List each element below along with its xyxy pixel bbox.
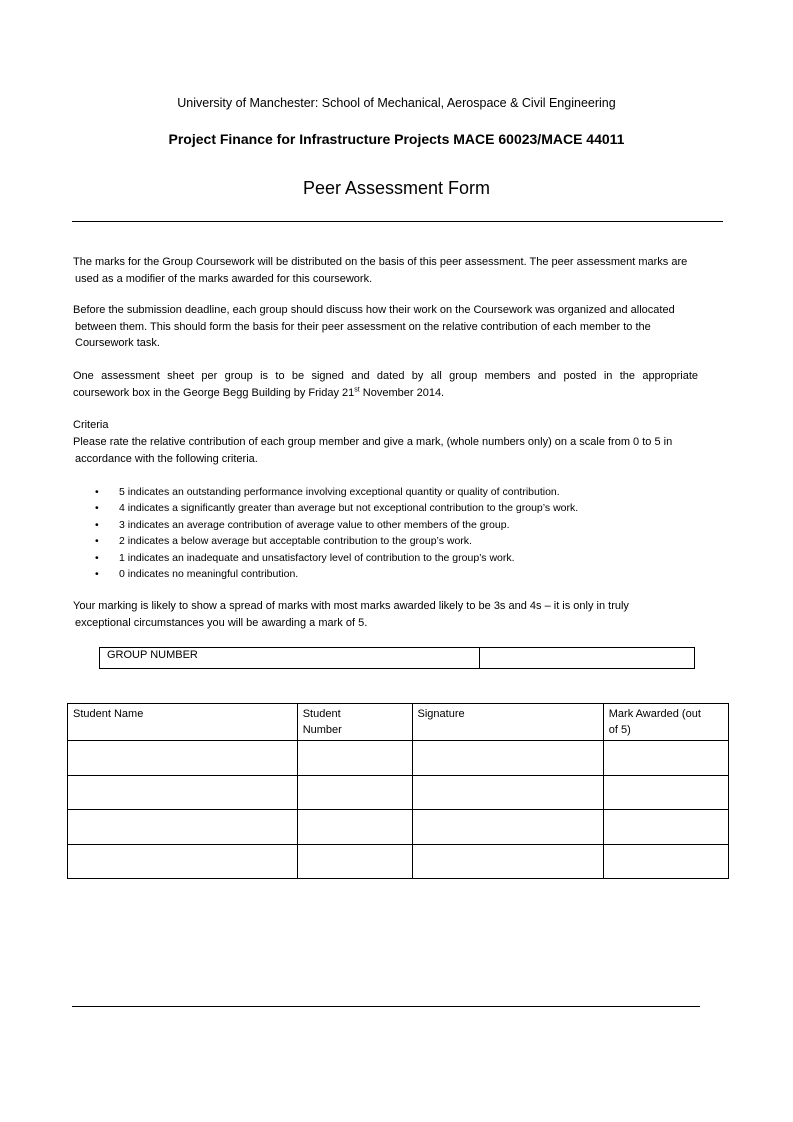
bullet-icon: • bbox=[95, 551, 99, 564]
rating-line-2: accordance with the following criteria. bbox=[75, 452, 258, 465]
student-name-cell[interactable] bbox=[68, 844, 298, 879]
group-number-label: GROUP NUMBER bbox=[100, 648, 480, 669]
university-heading: University of Manchester: School of Mechanical, Aerospace & Civil Engineering bbox=[177, 96, 616, 110]
deadline-paragraph bbox=[73, 302, 719, 352]
criteria-text: 3 indicates an average contribution of average value to other members of the group. bbox=[119, 518, 510, 531]
criteria-item bbox=[95, 533, 715, 549]
student-number-cell[interactable] bbox=[297, 741, 412, 776]
mark-cell[interactable] bbox=[603, 810, 728, 845]
rating-instructions bbox=[73, 434, 719, 467]
bullet-icon: • bbox=[95, 535, 99, 548]
header-mark-awarded bbox=[603, 704, 728, 741]
criteria-text: 0 indicates no meaningful contribution. bbox=[119, 568, 299, 581]
top-divider bbox=[72, 221, 723, 222]
criteria-list bbox=[95, 484, 715, 582]
header-signature: Signature bbox=[412, 704, 603, 741]
signature-cell[interactable] bbox=[412, 741, 603, 776]
criteria-text: 4 indicates a significantly greater than average but not exceptional contribution to the group’s work. bbox=[119, 502, 579, 515]
student-name-cell[interactable] bbox=[68, 810, 298, 845]
mark-cell[interactable] bbox=[603, 844, 728, 879]
table-row bbox=[68, 775, 729, 810]
group-number-field[interactable] bbox=[480, 648, 695, 669]
student-number-cell[interactable] bbox=[297, 844, 412, 879]
course-title: Project Finance for Infrastructure Projects MACE 60023/MACE 44011 bbox=[168, 131, 625, 147]
table-row bbox=[68, 844, 729, 879]
criteria-item bbox=[95, 484, 715, 500]
signature-cell[interactable] bbox=[412, 775, 603, 810]
marking-note-line-2: exceptional circumstances you will be awarding a mark of 5. bbox=[75, 616, 368, 629]
student-name-cell[interactable] bbox=[68, 741, 298, 776]
bullet-icon: • bbox=[95, 568, 99, 581]
submission-date-end: November 2014. bbox=[359, 386, 445, 399]
mark-cell[interactable] bbox=[603, 741, 728, 776]
header-student-number bbox=[297, 704, 412, 741]
group-number-row bbox=[100, 648, 695, 669]
rating-line-1: Please rate the relative contribution of each group member and give a mark, (whole numbers only) on a scale from 0 to 5 in bbox=[73, 436, 673, 448]
mark-cell[interactable] bbox=[603, 775, 728, 810]
header-mark-line-2: of 5) bbox=[608, 724, 631, 736]
criteria-item bbox=[95, 500, 715, 516]
intro-paragraph bbox=[73, 254, 719, 287]
header-mark-line-1: Mark Awarded (out bbox=[608, 708, 701, 720]
submission-date-text: coursework box in the George Begg Building by Friday 21 bbox=[73, 386, 355, 399]
header-student-number-line-2: Number bbox=[302, 724, 342, 736]
group-number-table bbox=[99, 647, 695, 669]
table-row bbox=[68, 741, 729, 776]
bullet-icon: • bbox=[95, 502, 99, 515]
bullet-icon: • bbox=[95, 486, 99, 498]
deadline-line-3: Coursework task. bbox=[75, 337, 160, 349]
signature-cell[interactable] bbox=[412, 810, 603, 845]
student-name-cell[interactable] bbox=[68, 775, 298, 810]
header-student-name: Student Name bbox=[68, 704, 298, 741]
bottom-divider bbox=[72, 1006, 700, 1007]
deadline-line-2: between them. This should form the basis for their peer assessment on the relative contribution of each member to the bbox=[75, 320, 651, 333]
criteria-item bbox=[95, 550, 715, 566]
criteria-text: 5 indicates an outstanding performance involving exceptional quantity or quality of contribution. bbox=[119, 486, 560, 498]
criteria-text: 1 indicates an inadequate and unsatisfactory level of contribution to the group’s work. bbox=[119, 551, 515, 564]
student-assessment-table bbox=[67, 703, 729, 879]
form-title: Peer Assessment Form bbox=[302, 178, 491, 198]
date-suffix: st bbox=[354, 385, 360, 393]
table-header-row bbox=[68, 704, 729, 741]
table-row bbox=[68, 810, 729, 845]
signature-cell[interactable] bbox=[412, 844, 603, 879]
header-student-number-line-1: Student bbox=[302, 708, 341, 720]
submission-line-1: One assessment sheet per group is to be signed and dated by all group members and posted in the appropriate bbox=[73, 370, 698, 382]
intro-line-2: used as a modifier of the marks awarded for this coursework. bbox=[75, 272, 373, 285]
intro-line-1: The marks for the Group Coursework will be distributed on the basis of this peer assessment. The peer assessment marks are bbox=[73, 256, 688, 268]
student-number-cell[interactable] bbox=[297, 810, 412, 845]
submission-line-2 bbox=[73, 387, 444, 399]
deadline-line-1: Before the submission deadline, each group should discuss how their work on the Coursework was organized and allocated bbox=[73, 304, 675, 316]
marking-note bbox=[73, 598, 719, 631]
submission-paragraph bbox=[73, 368, 698, 401]
marking-note-line-1: Your marking is likely to show a spread of marks with most marks awarded likely to be 3s and 4s – it is only in truly bbox=[73, 600, 629, 612]
criteria-heading: Criteria bbox=[73, 419, 109, 431]
bullet-icon: • bbox=[95, 518, 99, 531]
criteria-text: 2 indicates a below average but acceptable contribution to the group’s work. bbox=[119, 535, 472, 548]
student-number-cell[interactable] bbox=[297, 775, 412, 810]
criteria-item bbox=[95, 517, 715, 533]
criteria-item bbox=[95, 566, 715, 582]
